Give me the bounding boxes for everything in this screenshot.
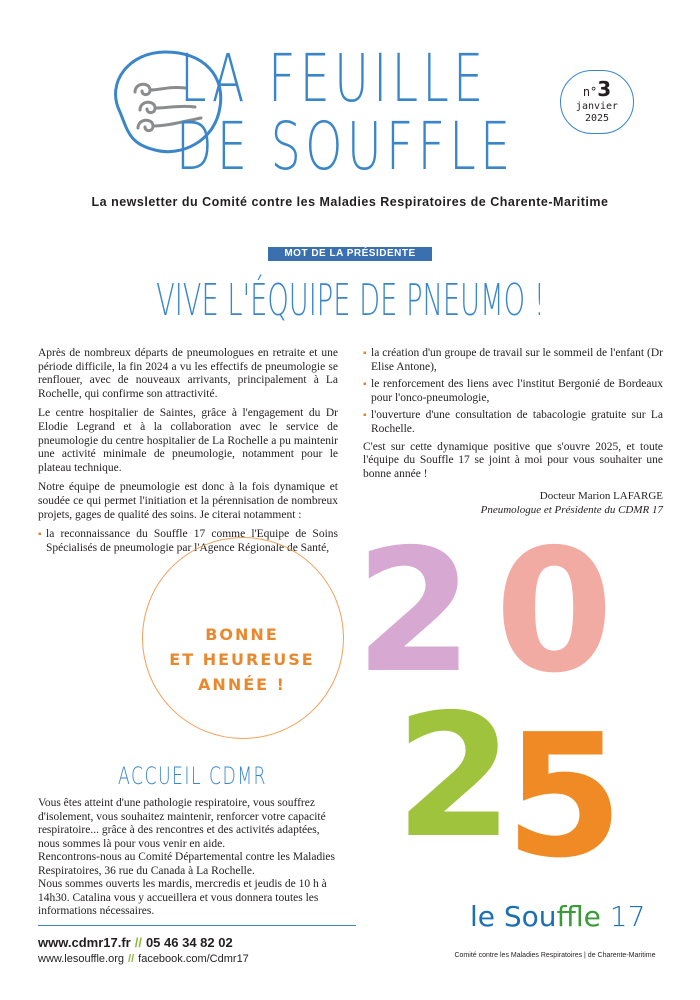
headline-text: VIVE L'ÉQUIPE DE PNEUMO ! — [155, 275, 545, 326]
year-digit: 5 — [505, 698, 624, 860]
year-digit: 2 — [395, 678, 514, 860]
le-souffle-logo — [470, 900, 645, 933]
separator: // — [134, 935, 142, 950]
year-2025-artwork — [355, 530, 675, 860]
accueil-title — [118, 762, 325, 790]
wishes-line3: ANNÉE ! — [198, 675, 286, 694]
newsletter-title-line1: LA FEUILLE — [180, 40, 488, 117]
newsletter-subtitle: La newsletter du Comité contre les Maladies Respiratoires de Charente-Maritime — [91, 195, 609, 209]
phone-number: 05 46 34 82 02 — [145, 935, 233, 950]
year-digit: 2 — [355, 530, 474, 711]
accueil-title-text: ACCUEIL CDMR — [118, 762, 268, 790]
accueil-paragraph: Vous êtes atteint d'une pathologie respiratoire, vous souffrez d'isolement, vous souhaitez maintenir, renforcer votre capacité respiratoire... grâce à des rencontres et des activités adaptées, nous sommes là pour vous venir en aide. — [38, 797, 326, 850]
bullet-square-icon: ▪ — [38, 529, 42, 541]
article-headline — [0, 275, 700, 326]
issue-month: janvier — [575, 101, 619, 112]
signature-role: Pneumologue et Présidente du CDMR 17 — [480, 504, 663, 517]
brand-name-part2: ffle — [556, 900, 601, 933]
paragraph: Le centre hospitalier de Saintes, grâce à l'engagement du Dr Elodie Legrand et à la collaboration avec le service de pneumologie du centre hospitalier de La Rochelle a pu maintenir une activité minimale de pneumologie, notamment pour le plateau technique. — [38, 407, 338, 474]
list-item-text: le renforcement des liens avec l'institut Bergonié de Bordeaux pour l'onco-pneumologie, — [371, 378, 663, 404]
list-item — [363, 409, 663, 436]
brand-number: 17 — [609, 900, 646, 933]
newsletter-title-line2: DE SOUFFLE — [176, 108, 515, 185]
signature-name: Docteur Marion LAFARGE — [539, 490, 663, 503]
issue-year: 2025 — [584, 113, 610, 124]
accueil-text — [38, 797, 338, 919]
paragraph: Après de nombreux départs de pneumologues en retraite et une période difficile, la fin 2024 a vu les effectifs de pneumologie se renflouer, avec de nouveaux arrivants, principalement à La Rochelle, qui confirme son attractivité. — [38, 347, 338, 400]
wishes-line1: BONNE — [205, 625, 279, 644]
paragraph: Notre équipe de pneumologie est donc à la fois dynamique et soudée ce qui permet l'initiation et la pérennisation de nombreux projets, gages de qualité des soins. Je citerai notamment : — [38, 481, 338, 521]
list-item-text: la reconnaissance du Souffle 17 comme l'Equipe de Soins Spécialisés de pneumologie par l'Agence Régionale de Santé, — [46, 528, 338, 554]
list-item — [363, 378, 663, 405]
year-digit: 0 — [495, 530, 614, 711]
brand-tagline: Comité contre les Maladies Respiratoires | de Charente-Maritime — [454, 952, 656, 959]
separator: // — [128, 953, 135, 965]
accueil-paragraph: Rencontrons-nous au Comité Départemental contre les Maladies Respiratoires, 36 rue du Canada à La Rochelle. — [38, 851, 335, 877]
bullet-square-icon: ▪ — [363, 348, 367, 359]
contact-secondary — [38, 953, 249, 965]
article-right-column — [363, 347, 663, 517]
closing-paragraph: C'est sur cette dynamique positive que s'ouvre 2025, et toute l'équipe du Souffle 17 se joint à moi pour vous souhaiter une bonne année ! — [363, 440, 663, 480]
issue-badge — [560, 70, 634, 134]
article-left-column — [38, 347, 338, 559]
divider — [38, 925, 356, 926]
facebook-link[interactable]: facebook.com/Cdmr17 — [138, 953, 249, 965]
bullet-square-icon: ▪ — [363, 410, 367, 422]
section-badge: MOT DE LA PRÉSIDENTE — [268, 247, 432, 261]
brand-name-part1: le Sou — [470, 900, 557, 933]
signature — [363, 489, 663, 517]
wishes-text — [142, 622, 342, 697]
website2-link[interactable]: www.lesouffle.org — [38, 953, 125, 965]
list-item — [363, 347, 663, 374]
list-item-text: l'ouverture d'une consultation de tabacologie gratuite sur La Rochelle. — [371, 409, 663, 435]
contact-primary — [38, 935, 233, 950]
wishes-line2: ET HEUREUSE — [169, 650, 315, 669]
bullet-square-icon: ▪ — [363, 379, 367, 391]
list-item-text: la création d'un groupe de travail sur le sommeil de l'enfant (Dr Elise Antone), — [371, 347, 663, 373]
issue-prefix: n° — [582, 85, 598, 99]
website-link[interactable]: www.cdmr17.fr — [38, 935, 131, 950]
accueil-paragraph: Nous sommes ouverts les mardis, mercredis et jeudis de 10 h à 14h30. Catalina vous y accueillera et vous donnera toutes les informations nécessaires. — [38, 878, 327, 917]
issue-number: 3 — [597, 77, 612, 101]
